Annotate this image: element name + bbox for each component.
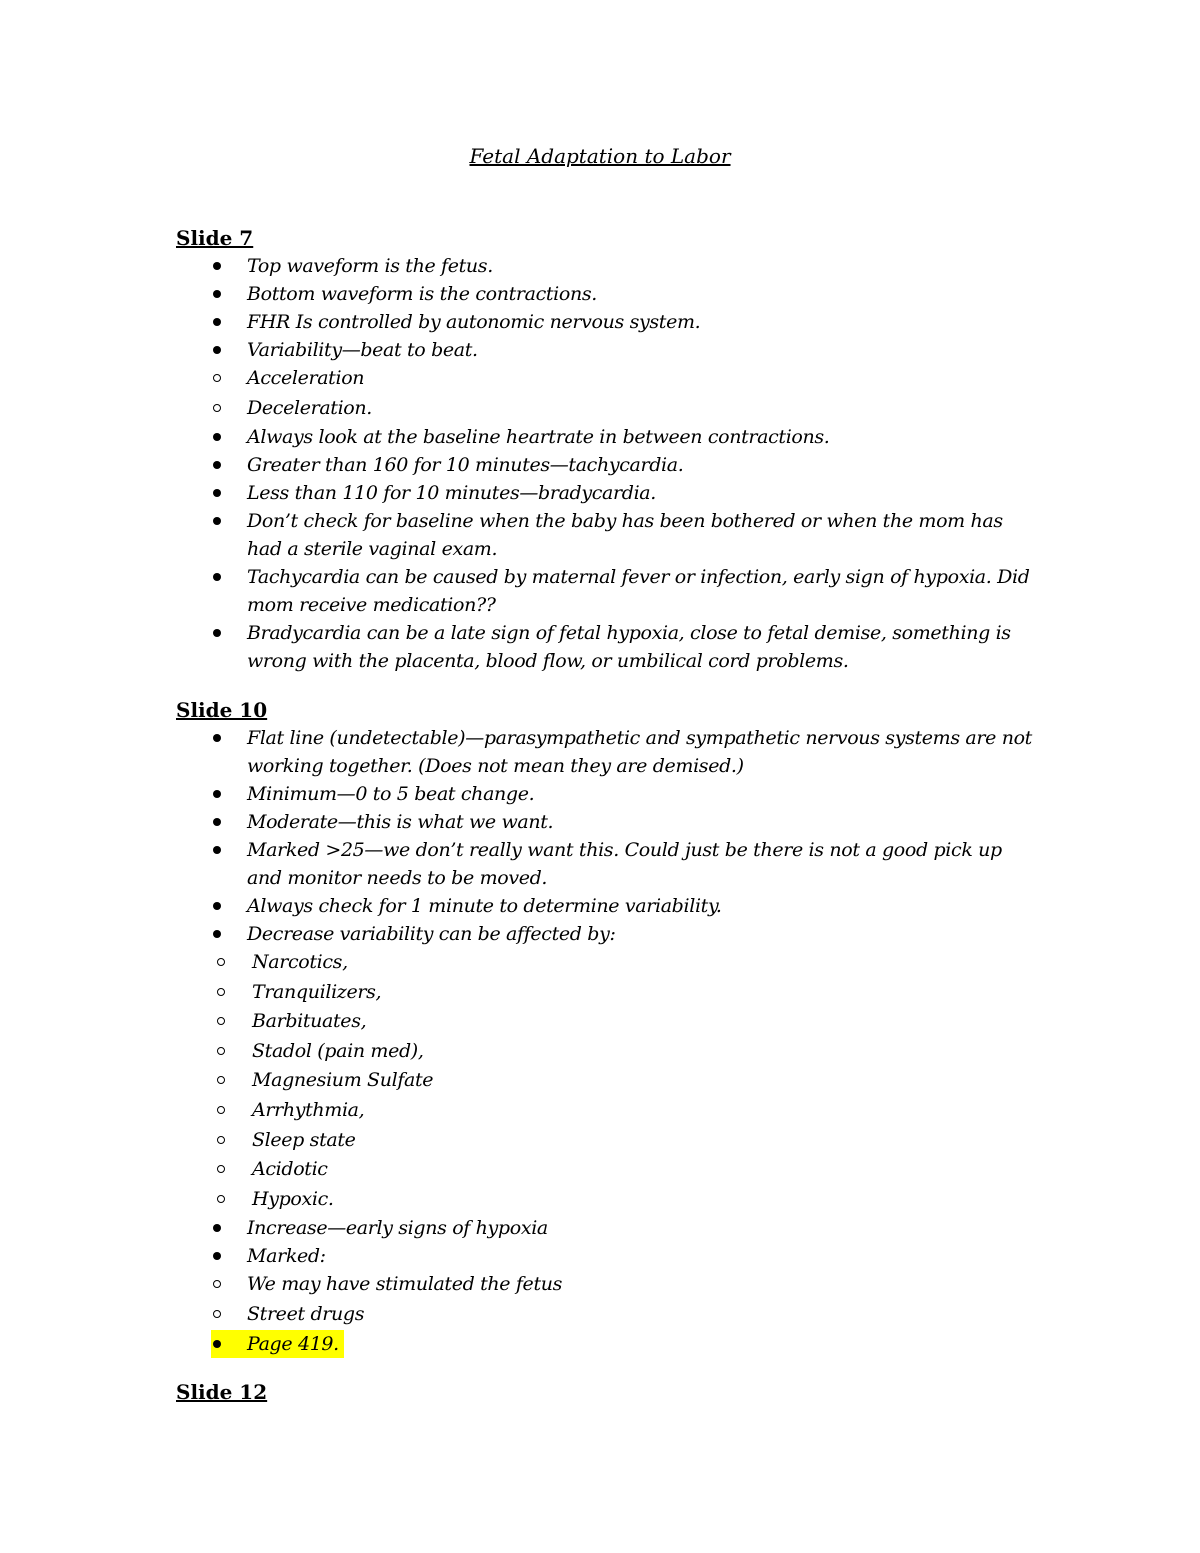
sub-list-item (176, 1037, 1036, 1067)
list-item-text: Always check for 1 minute to determine variability. (247, 895, 722, 917)
list-item-text: Decrease variability can be affected by: (247, 923, 616, 945)
list-item-text: Always look at the baseline heartrate in between contractions. (247, 426, 830, 449)
bullet-icon (213, 489, 221, 497)
bullet-icon (213, 1340, 221, 1348)
sub-list-item (176, 1185, 1036, 1215)
bullet-icon (213, 1252, 221, 1260)
list-item-text: Greater than 160 for 10 minutes—tachycardia. (247, 454, 684, 477)
bullet-icon (213, 573, 221, 581)
bullet-icon (213, 734, 221, 742)
section-slide-12 (176, 1378, 1036, 1406)
list-item-text: Don’t check for baseline when the baby has been bothered or when the mom has had a sterile vaginal exam. (247, 510, 1003, 561)
list-item (176, 252, 1036, 280)
list-item (176, 780, 1036, 808)
highlighted-list-item (176, 1330, 1036, 1358)
bullet-list (176, 724, 1036, 1358)
list-item-text: Bottom waveform is the contractions. (247, 283, 597, 305)
bullet-icon (213, 461, 221, 469)
list-item (176, 336, 1036, 423)
list-item-text: Minimum—0 to 5 beat change. (247, 783, 535, 805)
list-item-text: Top waveform is the fetus. (247, 255, 493, 277)
circle-bullet-icon (213, 374, 221, 382)
list-item-text: Variability—beat to beat. (247, 339, 478, 361)
sub-list-item-text: Hypoxic. (252, 1187, 334, 1210)
sub-list-item (176, 1096, 1036, 1126)
circle-bullet-icon (217, 1136, 225, 1144)
sub-list-item (176, 1126, 1036, 1156)
bullet-icon (213, 290, 221, 298)
bullet-icon (213, 346, 221, 354)
list-item-text: Page 419. (247, 1332, 339, 1355)
list-item-text: Marked >25—we don’t really want this. Could just be there is not a good pick up and monitor needs to be moved. (247, 839, 1002, 889)
sub-list-item-text: Stadol (pain med), (252, 1039, 424, 1062)
circle-bullet-icon (213, 1280, 221, 1288)
list-item (176, 920, 1036, 1214)
bullet-icon (213, 846, 221, 854)
section-heading: Slide 10 (176, 698, 268, 722)
circle-bullet-icon (217, 1165, 225, 1173)
sub-list-item (176, 1066, 1036, 1096)
sub-list (176, 1270, 1036, 1329)
sub-list-item (176, 364, 1036, 394)
list-item (176, 619, 1036, 675)
sub-list-item-text: Arrhythmia, (252, 1098, 365, 1121)
list-item (176, 1214, 1036, 1242)
sub-list-item-text: Tranquilizers, (252, 980, 382, 1003)
list-item (176, 1242, 1036, 1329)
sub-list-item (176, 1270, 1036, 1300)
list-item-text: Marked: (247, 1245, 326, 1268)
sub-list-item (176, 394, 1036, 424)
bullet-icon (213, 629, 221, 637)
circle-bullet-icon (217, 988, 225, 996)
sub-list (176, 364, 1036, 423)
bullet-icon (213, 818, 221, 826)
sub-list-item-text: Street drugs (247, 1302, 365, 1325)
bullet-icon (213, 262, 221, 270)
list-item (176, 451, 1036, 479)
list-item (176, 280, 1036, 308)
list-item-text: Bradycardia can be a late sign of fetal hypoxia, close to fetal demise, something is wrong with the placenta, blood flow, or umbilical cord problems. (247, 622, 1011, 673)
list-item-text: Less than 110 for 10 minutes—bradycardia. (247, 482, 656, 505)
sub-list-item (176, 948, 1036, 978)
sub-list-item-text: Sleep state (252, 1128, 356, 1151)
list-item (176, 836, 1036, 892)
list-item (176, 892, 1036, 920)
bullet-icon (213, 517, 221, 525)
circle-bullet-icon (217, 1017, 225, 1025)
bullet-icon (213, 930, 221, 938)
sub-list-item (176, 1155, 1036, 1185)
list-item (176, 479, 1036, 507)
sub-list-item-text: Narcotics, (252, 951, 348, 973)
list-item-text: Tachycardia can be caused by maternal fever or infection, early sign of hypoxia. Did mom receive medication?? (247, 566, 1030, 617)
circle-bullet-icon (213, 404, 221, 412)
section-heading: Slide 12 (176, 1380, 268, 1404)
circle-bullet-icon (213, 1310, 221, 1318)
sub-list-item-text: Acidotic (252, 1158, 328, 1181)
bullet-icon (213, 1224, 221, 1232)
circle-bullet-icon (217, 1195, 225, 1203)
bullet-icon (213, 790, 221, 798)
list-item-text: Flat line (undetectable)—parasympathetic and sympathetic nervous systems are not working together. (Does not mean they are demised.) (247, 727, 1032, 777)
sub-list (176, 948, 1036, 1214)
circle-bullet-icon (217, 1106, 225, 1114)
list-item-text: Moderate—this is what we want. (247, 811, 554, 833)
sub-list-item (176, 1300, 1036, 1330)
sub-list-item-text: We may have stimulated the fetus (247, 1273, 563, 1296)
list-item (176, 724, 1036, 780)
section-slide-10 (176, 696, 1036, 1358)
section-heading: Slide 7 (176, 226, 254, 250)
list-item (176, 423, 1036, 451)
list-item (176, 563, 1036, 619)
circle-bullet-icon (217, 1047, 225, 1055)
bullet-icon (213, 318, 221, 326)
bullet-list (176, 252, 1036, 675)
sub-list-item-text: Acceleration (247, 367, 365, 389)
sub-list-item-text: Barbituates, (252, 1010, 367, 1033)
list-item-text: Increase—early signs of hypoxia (247, 1217, 548, 1240)
section-slide-7 (176, 224, 1036, 675)
sub-list-item-text: Magnesium Sulfate (252, 1069, 434, 1092)
list-item (176, 308, 1036, 336)
document-title: Fetal Adaptation to Labor (469, 144, 731, 168)
list-item-text: FHR Is controlled by autonomic nervous system. (247, 311, 701, 333)
sub-list-item-text: Deceleration. (247, 396, 372, 419)
circle-bullet-icon (217, 1076, 225, 1084)
sub-list-item (176, 1007, 1036, 1037)
list-item (176, 507, 1036, 563)
sub-list-item (176, 978, 1036, 1008)
list-item (176, 808, 1036, 836)
circle-bullet-icon (217, 958, 225, 966)
bullet-icon (213, 902, 221, 910)
bullet-icon (213, 433, 221, 441)
